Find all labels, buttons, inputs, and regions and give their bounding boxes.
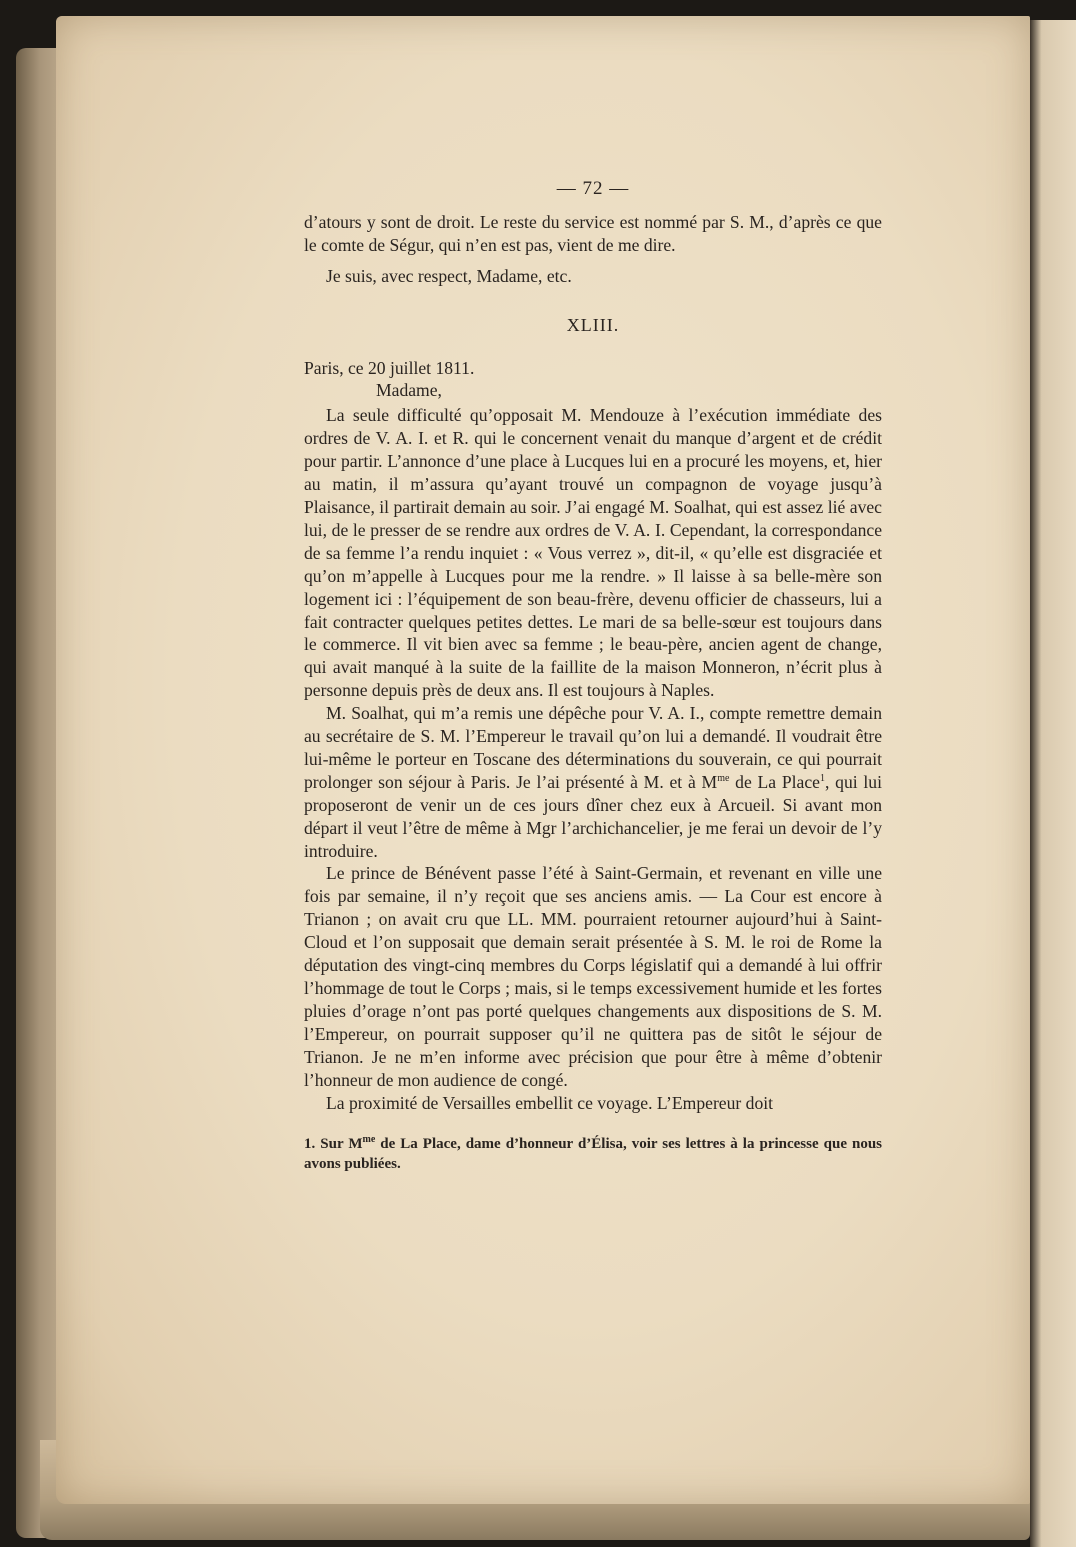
letter-number: XLIII. <box>566 314 620 335</box>
footnote-text-end: de La Place, dame d’honneur d’Élisa, voir ses lettres à la princesse que nous avons publiées. <box>304 1136 883 1173</box>
closing-line: Je suis, avec respect, Madame, etc. <box>326 265 572 286</box>
page-text <box>304 178 882 1174</box>
soalhat-text-name: de La Place <box>729 771 820 792</box>
body-last-line: La proximité de Versailles embellit ce voyage. L’Empereur doit <box>326 1092 774 1113</box>
salutation: Madame, <box>376 380 442 401</box>
footnote-reference: 1 <box>819 772 825 784</box>
facing-page-edge <box>1030 20 1076 1547</box>
body-paragraph-prince: Le prince de Bénévent passe l’été à Saint-Germain, et revenant en ville une fois par semaine, il n’y reçoit que ses anciens amis. — La Cour est encore à Trianon ; on avait cru que LL. MM. pourraient retourner aujourd’hui à Saint-Cloud et l’on supposait que demain serait présentée à S. M. le roi de Rome la députation des vingt-cinq membres du Corps législatif qui a demandé à lui offrir l’hommage de tout le Corps ; mais, si le temps excessivement humide et les fortes pluies d’orage n’ont pas porté quelques changements aux dispositions de S. M. l’Empereur, on pourrait supposer qu’il ne quittera pas de sitôt le séjour de Trianon. Je ne m’en informe avec précision que pour être à même d’obtenir l’honneur de mon audience de congé. <box>304 863 882 1090</box>
page-number: — 72 — <box>556 178 630 199</box>
title-superscript: me <box>717 772 730 784</box>
body-paragraph-soalhat <box>304 702 882 862</box>
soalhat-text-start: M. Soalhat, qui m’a remis une dépêche pour V. A. I., compte remettre demain au secrétaire de S. M. l’Empereur le travail qu’on lui a demandé. Il voudrait être lui-même le porteur en Toscane des déterminations du souverain, ce qui pourrait prolonger son séjour à Paris. Je l’ai présenté à M. et à M <box>304 703 882 792</box>
footnote <box>304 1134 882 1174</box>
opening-paragraph: d’atours y sont de droit. Le reste du service est nommé par S. M., d’après ce que le comte de Ségur, qui n’en est pas, vient de me dire. <box>304 211 882 255</box>
soalhat-text-end: , qui lui proposeront de venir un de ces jours dîner chez eux à Arcueil. Si avant mon départ il veut l’être de même à Mgr l’archichancelier, je me ferai un devoir de l’y introduire. <box>304 771 882 861</box>
footnote-text-start: 1. Sur M <box>304 1136 363 1153</box>
place-date: Paris, ce 20 juillet 1811. <box>304 357 475 378</box>
body-paragraph-mendouze: La seule difficulté qu’opposait M. Mendouze à l’exécution immédiate des ordres de V. A. I. et R. qui le concernent venait du manque d’argent et de crédit pour partir. L’annonce d’une place à Lucques lui en a procuré les moyens, et, hier au matin, il m’assura qu’ayant trouvé un compagnon de voyage jusqu’à Plaisance, il partirait demain au soir. J’ai engagé M. Soalhat, qui est assez lié avec lui, de le presser de se rendre aux ordres de V. A. I. Cependant, la correspondance de sa femme l’a rendu inquiet : « Vous verrez », dit-il, « qu’elle est disgraciée et qu’on m’appelle à Lucques pour me la rendre. » Il laisse à sa belle-mère son logement ici : l’équipement de son beau-frère, devenu officier de chasseurs, lui a fait contracter quelques petites dettes. Le mari de sa belle-sœur est toujours dans le commerce. Il vit bien avec sa femme ; le beau-père, ancien agent de change, qui avait manqué à la suite de la faillite de la maison Monneron, n’écrit plus à personne depuis près de deux ans. Il est toujours à Naples. <box>304 405 882 701</box>
footnote-superscript: me <box>362 1134 376 1146</box>
